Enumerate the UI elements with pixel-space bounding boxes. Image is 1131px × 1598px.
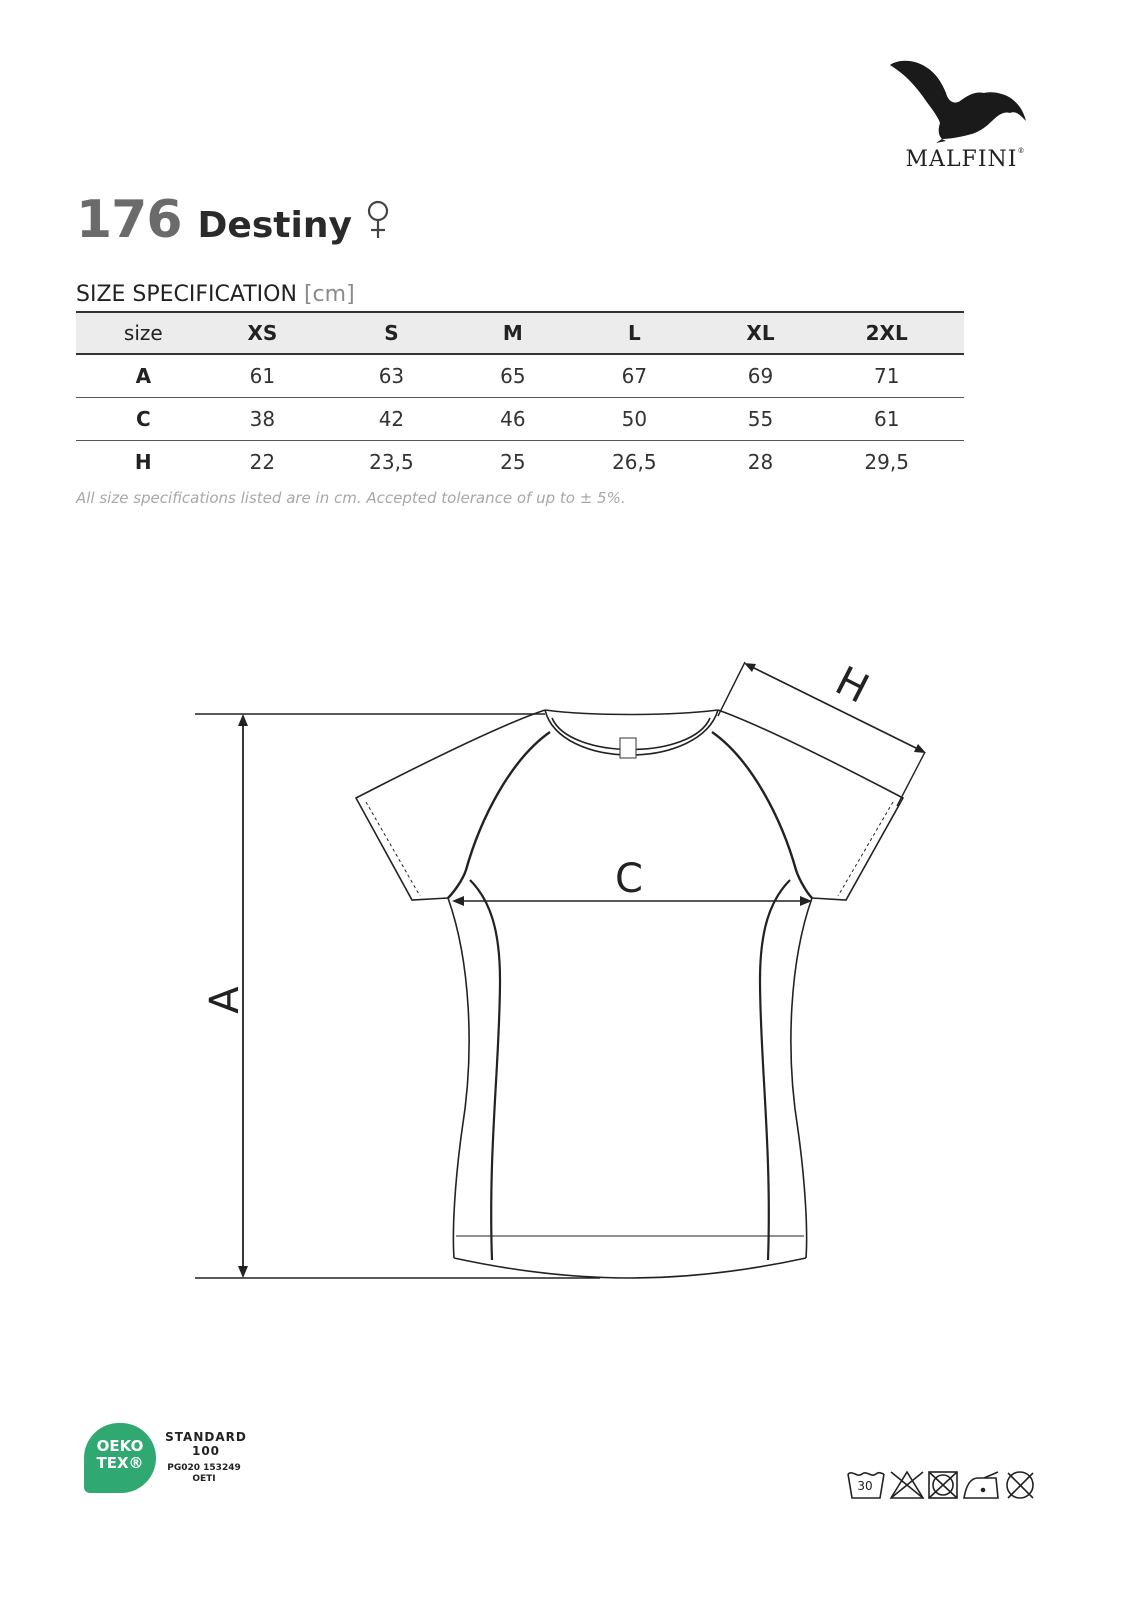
size-header: M <box>502 321 523 345</box>
table-cell: 63 <box>378 364 405 388</box>
table-cell: 69 <box>747 364 774 388</box>
arrowheads <box>238 663 926 1278</box>
table-cell: 42 <box>378 407 405 431</box>
table-cell: 23,5 <box>369 450 414 474</box>
neck-label-icon <box>620 738 636 758</box>
guide-line-h-left <box>718 662 745 716</box>
care-symbols <box>846 1468 1046 1506</box>
table-cell: 22 <box>249 450 276 474</box>
table-cell: 61 <box>873 407 900 431</box>
oeko-tex-badge <box>84 1423 156 1493</box>
row-label: A <box>135 364 152 388</box>
label-c: C <box>615 856 643 902</box>
measure-arrow-h <box>750 666 920 750</box>
brand-wordmark <box>888 147 1043 172</box>
table-cell: 55 <box>747 407 774 431</box>
product-number: 176 <box>76 190 182 250</box>
oeko-certificate-code: PG020 153249 <box>167 1463 241 1473</box>
table-cell: 25 <box>500 450 526 474</box>
female-symbol-icon <box>364 200 392 240</box>
size-spec-heading <box>76 282 355 307</box>
no-dry-clean-icon <box>1007 1472 1033 1498</box>
tolerance-note: All size specifications listed are in cm. Accepted tolerance of up to ± 5%. <box>76 489 626 507</box>
product-name: Destiny <box>197 205 352 246</box>
size-header-label: size <box>123 321 163 345</box>
oeko-badge-line2: TEX® <box>96 1454 144 1472</box>
table-cell: 28 <box>747 450 774 474</box>
no-bleach-icon <box>891 1472 923 1498</box>
row-label: C <box>135 407 151 431</box>
size-spec-heading-text: SIZE SPECIFICATION <box>76 282 297 307</box>
table-cell: 50 <box>621 407 648 431</box>
brand-registered: ® <box>1017 147 1026 155</box>
table-cell: 38 <box>249 407 276 431</box>
table-cell: 46 <box>500 407 526 431</box>
row-label: H <box>134 450 152 474</box>
oeko-standard-label: STANDARD <box>165 1430 247 1444</box>
size-header: 2XL <box>865 321 908 345</box>
table-cell: 65 <box>500 364 526 388</box>
oeko-institute: OETI <box>192 1474 216 1484</box>
garment-diagram <box>0 600 1131 1320</box>
size-table-header-row <box>76 312 964 354</box>
label-a: A <box>202 986 248 1014</box>
size-header: S <box>384 321 399 345</box>
brand-name: MALFINI <box>905 147 1018 172</box>
oeko-standard-number: 100 <box>191 1444 221 1458</box>
table-cell: 29,5 <box>864 450 909 474</box>
size-header: XS <box>247 321 278 345</box>
no-tumble-dry-icon <box>929 1472 957 1498</box>
table-row <box>76 398 964 441</box>
oeko-tex-certification <box>84 1423 264 1503</box>
table-row <box>76 441 964 484</box>
table-cell: 67 <box>621 364 648 388</box>
eagle-icon <box>888 55 1038 145</box>
table-row <box>76 354 964 398</box>
table-cell: 26,5 <box>612 450 657 474</box>
product-title <box>76 190 392 250</box>
size-header: XL <box>746 321 775 345</box>
size-header: L <box>627 321 641 345</box>
table-cell: 61 <box>249 364 276 388</box>
brand-logo <box>888 55 1048 175</box>
tshirt-outline <box>356 710 903 1278</box>
oeko-badge-line1: OEKO <box>96 1437 144 1455</box>
wash-temperature: 30 <box>857 1479 873 1493</box>
size-spec-unit: [cm] <box>303 282 355 307</box>
table-cell: 71 <box>873 364 900 388</box>
iron-low-icon <box>964 1472 998 1498</box>
size-table <box>76 311 964 483</box>
label-h: H <box>828 658 876 713</box>
